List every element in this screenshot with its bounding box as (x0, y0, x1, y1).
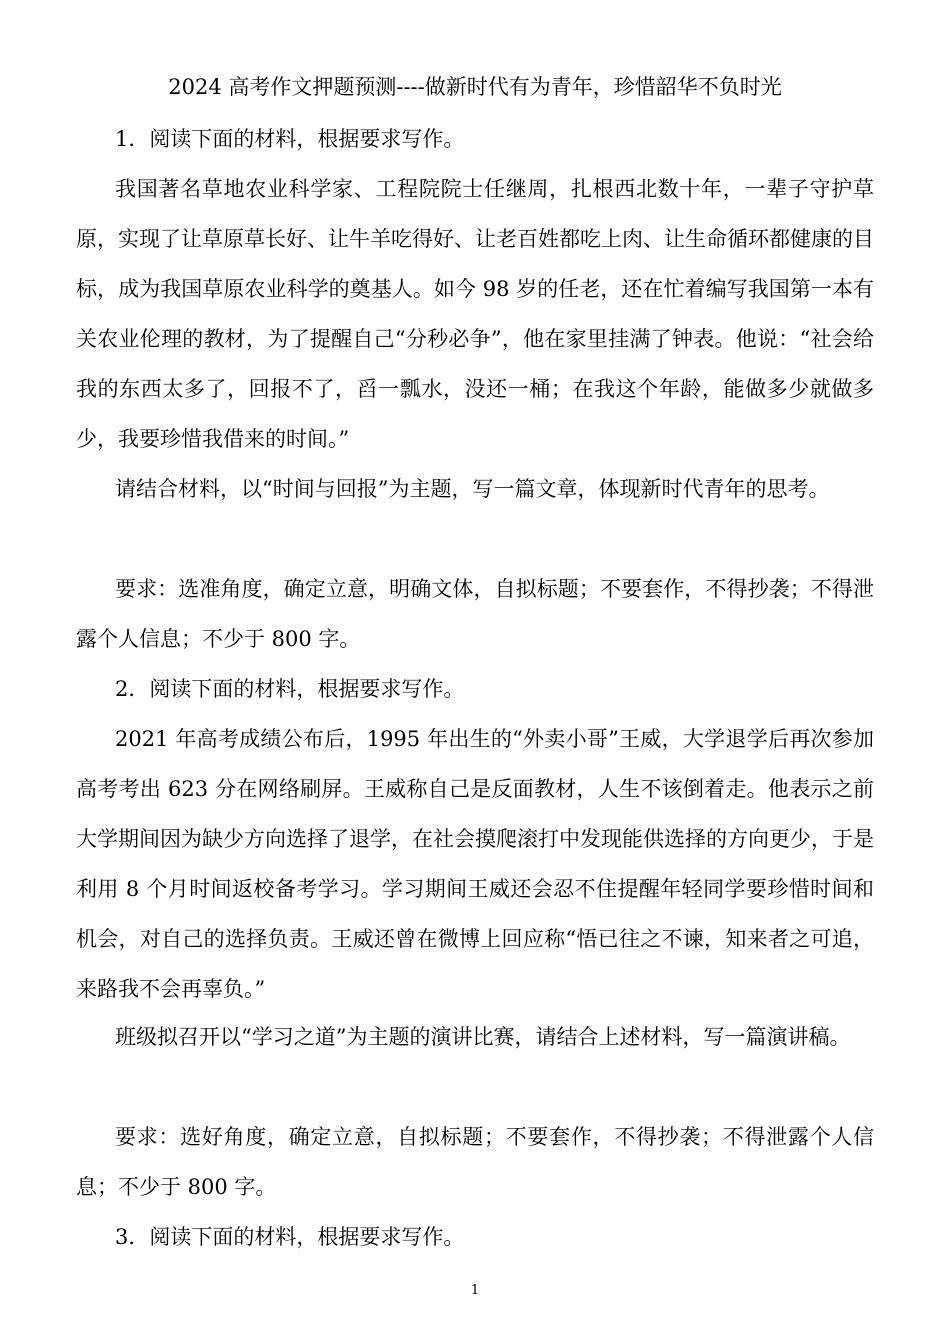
question-1-material: 我国著名草地农业科学家、工程院院士任继周，扎根西北数十年，一辈子守护草原，实现了让草原草长好、让牛羊吃得好、让老百姓都吃上肉、让生命循环都健康的目标，成为我国草原农业科学的奠基人。如今 98 岁的任老，还在忙着编写我国第一本有关农业伦理的教材，为了提醒自己“分秒必争”，他在家里挂满了钟表。他说：“社会给我的东西太多了，回报不了，舀一瓢水，没还一桶；在我这个年龄，能做多少就做多少，我要珍惜我借来的时间。” (76, 177, 874, 451)
question-2-task: 班级拟召开以“学习之道”为主题的演讲比赛，请结合上述材料，写一篇演讲稿。 (115, 1025, 851, 1049)
question-1-task: 请结合材料，以“时间与回报”为主题，写一篇文章，体现新时代青年的思考。 (115, 477, 830, 501)
question-3-heading: 3．阅读下面的材料，根据要求写作。 (115, 1225, 465, 1249)
question-2-heading: 2．阅读下面的材料，根据要求写作。 (115, 677, 465, 701)
question-2-requirements: 要求：选好角度，确定立意，自拟标题；不要套作，不得抄袭；不得泄露个人信息；不少于 800 字。 (76, 1125, 874, 1199)
page-number: 1 (470, 1283, 480, 1298)
question-1-requirements: 要求：选准角度，确定立意，明确文体，自拟标题；不要套作，不得抄袭；不得泄露个人信息；不少于 800 字。 (76, 577, 874, 651)
question-1-heading: 1．阅读下面的材料，根据要求写作。 (115, 127, 465, 151)
document-title: 2024 高考作文押题预测----做新时代有为青年，珍惜韶华不负时光 (168, 75, 782, 99)
question-2-material: 2021 年高考成绩公布后，1995 年出生的“外卖小哥”王威，大学退学后再次参加高考考出 623 分在网络刷屏。王威称自己是反面教材，人生不该倒着走。他表示之前大学期间因为缺少方向选择了退学，在社会摸爬滚打中发现能供选择的方向更少，于是利用 8 个月时间返校备考学习。学习期间王威还会忍不住提醒年轻同学要珍惜时间和机会，对自己的选择负责。王威还曾在微博上回应称“悟已往之不谏，知来者之可追，来路我不会再辜负。” (76, 727, 874, 1001)
